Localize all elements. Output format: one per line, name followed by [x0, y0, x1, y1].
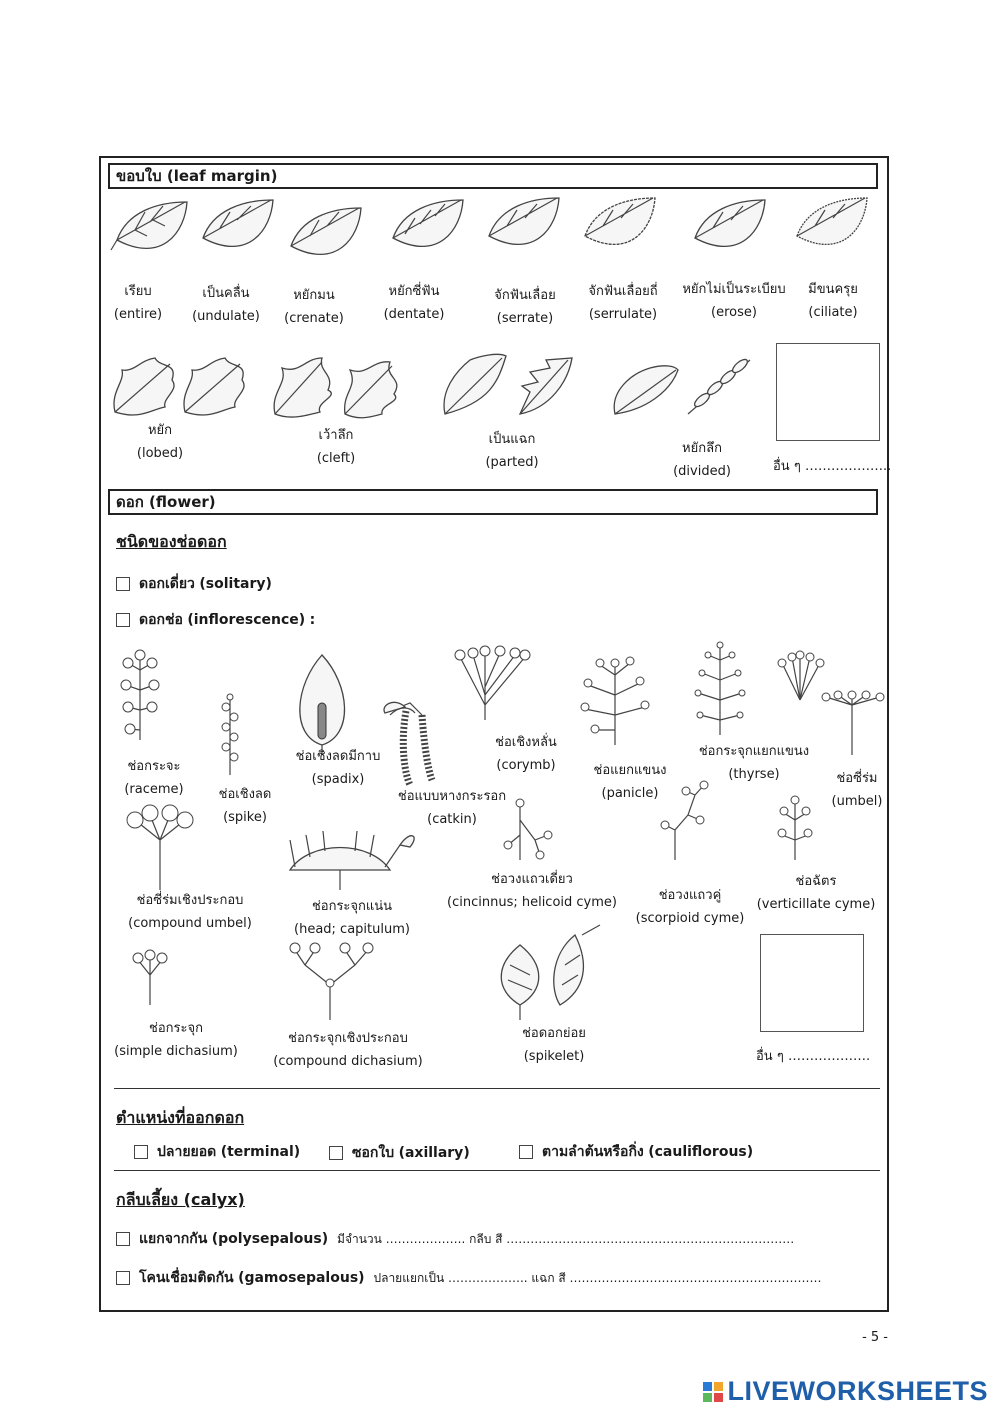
calyx-heading: กลีบเลี้ยง (calyx) — [116, 1190, 245, 1209]
flower-other-drawing-box[interactable] — [760, 934, 864, 1032]
gamosepalous-checkbox[interactable] — [116, 1271, 130, 1285]
leaf-dentate-label: หยักซี่ฟัน (dentate) — [383, 284, 445, 322]
verticillate-cyme-label: ช่อฉัตร (verticillate cyme) — [756, 874, 876, 912]
cauliflorous-option[interactable]: ตามลำต้นหรือกิ่ง (cauliflorous) — [519, 1141, 753, 1163]
inflorescence-type-heading: ชนิดของช่อดอก — [116, 532, 227, 551]
liveworksheets-wordmark: LIVEWORKSHEETS — [727, 1376, 988, 1406]
leaf-parted-drawing — [444, 354, 572, 414]
leaf-margin-header: ขอบใบ (leaf margin) — [108, 163, 878, 189]
spikelet-label: ช่อดอกย่อย (spikelet) — [522, 1026, 586, 1064]
spadix-label: ช่อเชิงลดมีกาบ (spadix) — [295, 749, 381, 787]
capitulum-label: ช่อกระจุกแน่น (head; capitulum) — [294, 899, 410, 937]
leaf-ciliate-label: มีขนครุย (ciliate) — [808, 282, 858, 320]
corymb-label: ช่อเชิงหลั่น (corymb) — [495, 735, 557, 773]
leaf-divided-label: หยักลึก (divided) — [673, 441, 731, 479]
capitulum-drawing — [290, 831, 414, 890]
panicle-label: ช่อแยกแขนง (panicle) — [593, 763, 667, 801]
cauliflorous-checkbox[interactable] — [519, 1145, 533, 1159]
flower-other-label[interactable]: อื่น ๆ ………………. — [756, 1049, 871, 1064]
leaf-crenate-label: หยักมน (crenate) — [284, 288, 344, 326]
leaf-erose-drawing — [695, 200, 765, 246]
leaf-parted-label: เป็นแฉก (parted) — [485, 432, 539, 470]
umbel-label: ช่อซี่ร่ม (umbel) — [831, 771, 883, 809]
compound-dichasium-drawing — [290, 943, 373, 1020]
spadix-drawing — [300, 655, 345, 755]
flower-header: ดอก (flower) — [108, 489, 878, 515]
terminal-option[interactable]: ปลายยอด (terminal) — [134, 1141, 300, 1163]
leaf-serrate-drawing — [489, 198, 559, 244]
leaf-lobe-illustrations — [110, 352, 770, 427]
leaf-serrate-label: จักฟันเลื่อย (serrate) — [494, 288, 556, 326]
leaf-entire-label: เรียบ (entire) — [113, 284, 163, 322]
leaf-margin-illustrations — [105, 190, 895, 280]
inflorescence-checkbox[interactable] — [116, 613, 130, 627]
leaf-dentate-drawing — [393, 200, 463, 246]
compound-umbel-drawing — [127, 805, 193, 890]
corymb-drawing — [455, 646, 530, 720]
leaf-crenate-drawing — [291, 208, 361, 254]
leaf-cleft-label: เว้าลึก (cleft) — [316, 428, 356, 466]
leaf-lobed-drawing — [114, 358, 244, 415]
leaf-cleft-drawing — [274, 358, 397, 418]
scorpioid-cyme-label: ช่อวงแถวคู่ (scorpioid cyme) — [635, 888, 745, 926]
leaf-divided-drawing — [614, 357, 750, 414]
thyrse-drawing — [695, 642, 745, 735]
simple-dichasium-drawing — [133, 950, 167, 1005]
raceme-drawing — [121, 650, 159, 740]
spike-label: ช่อเชิงลด (spike) — [218, 787, 272, 825]
polysepalous-option[interactable]: แยกจากกัน (polysepalous) มีจำนวน ……………….. กลีบ สี ……………………………………………………………… — [116, 1228, 794, 1250]
thyrse-label: ช่อกระจุกแยกแขนง (thyrse) — [698, 744, 810, 782]
gamosepalous-option[interactable]: โคนเชื่อมติดกัน (gamosepalous) ปลายแยกเป็น ……………….. แฉก สี ……………………………………………………… — [116, 1267, 822, 1289]
solitary-option[interactable]: ดอกเดี่ยว (solitary) — [116, 573, 272, 595]
leaf-lobed-label: หยัก (lobed) — [136, 423, 184, 461]
leaf-entire-drawing — [111, 202, 187, 250]
leaf-serrulate-drawing — [585, 198, 655, 244]
divider — [114, 1170, 880, 1171]
leaf-undulate-label: เป็นคลื่น (undulate) — [192, 286, 260, 324]
leaf-erose-label: หยักไม่เป็นระเบียบ (erose) — [682, 282, 786, 320]
leaf-serrulate-label: จักฟันเลื่อยถี่ (serrulate) — [588, 284, 658, 322]
solitary-checkbox[interactable] — [116, 577, 130, 591]
polysepalous-checkbox[interactable] — [116, 1232, 130, 1246]
compound-dichasium-label: ช่อกระจุกเชิงประกอบ (compound dichasium) — [273, 1031, 423, 1069]
axillary-option[interactable]: ซอกใบ (axillary) — [329, 1142, 470, 1164]
liveworksheets-logo — [703, 1376, 988, 1407]
panicle-drawing — [581, 657, 649, 745]
catkin-label: ช่อแบบหางกระรอก (catkin) — [397, 789, 507, 827]
verticillate-cyme-drawing — [778, 796, 812, 860]
gamosepalous-fill-line[interactable]: ปลายแยกเป็น ……………….. แฉก สี ……………………………………………………… — [373, 1270, 822, 1285]
umbel-drawing — [778, 651, 884, 755]
leaf-ciliate-drawing — [797, 198, 867, 244]
spikelet-drawing — [501, 925, 600, 1020]
axillary-checkbox[interactable] — [329, 1146, 343, 1160]
cincinnus-label: ช่อวงแถวเดี่ยว (cincinnus; helicoid cyme) — [447, 872, 617, 910]
flower-position-heading: ตำแหน่งที่ออกดอก — [116, 1108, 245, 1127]
leaf-other-drawing-box[interactable] — [776, 343, 880, 441]
leaf-undulate-drawing — [203, 200, 273, 246]
terminal-checkbox[interactable] — [134, 1145, 148, 1159]
compound-umbel-label: ช่อซี่ร่มเชิงประกอบ (compound umbel) — [128, 893, 252, 931]
page-number: - 5 - — [862, 1330, 888, 1345]
raceme-label: ช่อกระจะ (raceme) — [124, 759, 184, 797]
liveworksheets-icon — [703, 1382, 723, 1402]
polysepalous-fill-line[interactable]: มีจำนวน ……………….. กลีบ สี ……………………………………………………………… — [337, 1231, 795, 1246]
inflorescence-option[interactable]: ดอกช่อ (inflorescence) : — [116, 609, 315, 631]
simple-dichasium-label: ช่อกระจุก (simple dichasium) — [114, 1021, 238, 1059]
divider — [114, 1088, 880, 1089]
leaf-other-label[interactable]: อื่น ๆ ……………….. — [773, 459, 892, 474]
spike-drawing — [222, 694, 238, 775]
